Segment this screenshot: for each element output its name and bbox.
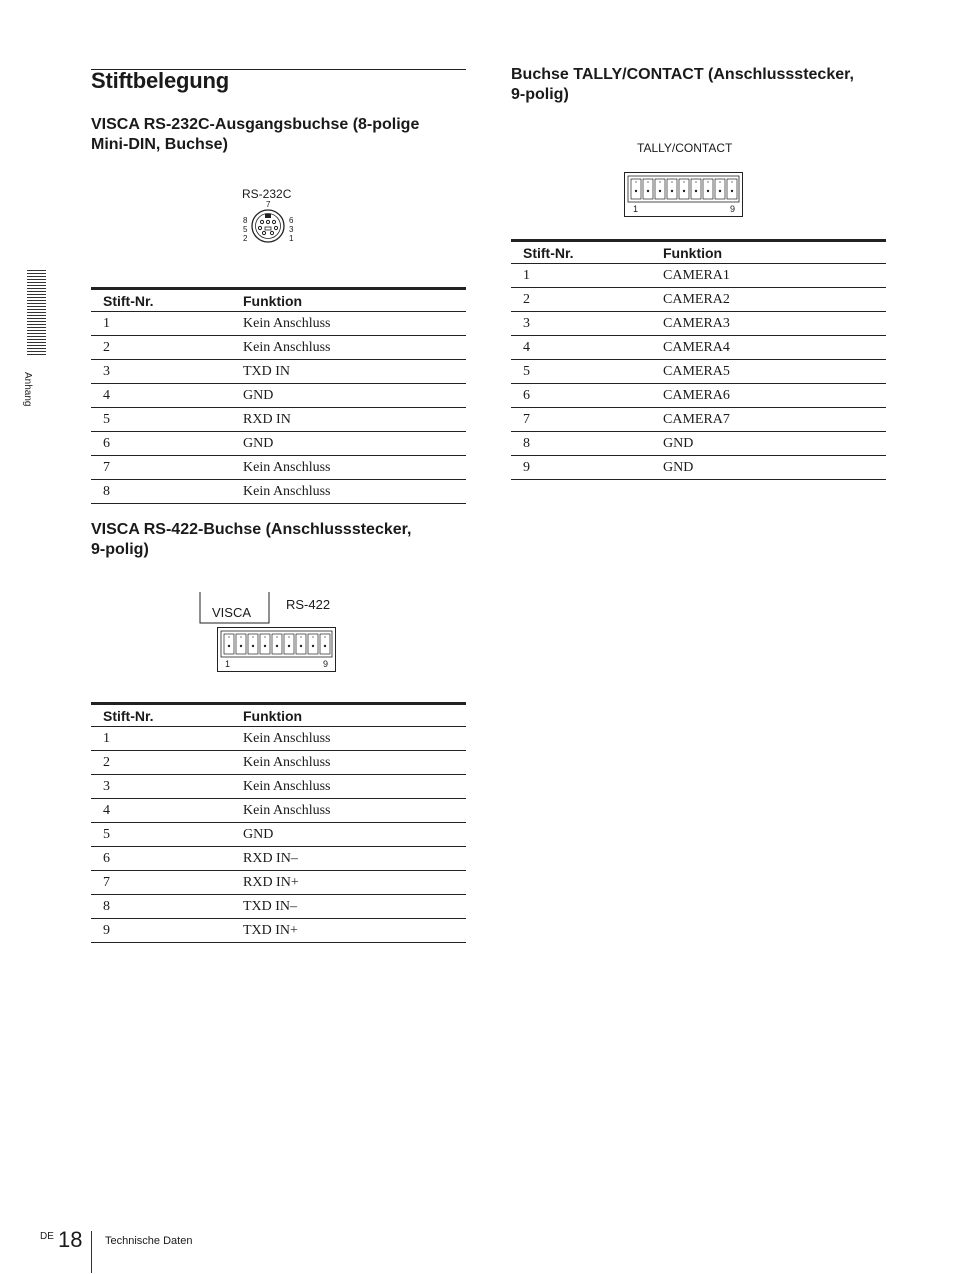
table-row: 1 Kein Anschluss: [91, 727, 466, 751]
table-row: 4 GND: [91, 384, 466, 408]
rs232-heading: [91, 115, 471, 155]
footer-page-number: 18: [58, 1227, 83, 1252]
table-row: 4 CAMERA4: [511, 336, 886, 360]
col-header-pin: Stift-Nr.: [91, 289, 231, 312]
footer-lang: DE: [40, 1231, 54, 1242]
rs422-pin-first: 1: [225, 659, 231, 669]
table-row: 5 CAMERA5: [511, 360, 886, 384]
table-row: 9 GND: [511, 456, 886, 480]
table-row: 2 Kein Anschluss: [91, 336, 466, 360]
rs422-heading-line2: 9-polig): [91, 541, 149, 558]
terminal-block-connector-icon: [624, 172, 744, 218]
col-header-pin: Stift-Nr.: [511, 241, 651, 264]
table-row: 6 GND: [91, 432, 466, 456]
table-row: 8 Kein Anschluss: [91, 480, 466, 504]
table-row: 9 TXD IN+: [91, 919, 466, 943]
rs422-diagram-label: RS-422: [286, 597, 331, 612]
footer-section: Technische Daten: [105, 1235, 193, 1247]
table-row: 6 RXD IN–: [91, 847, 466, 871]
table-row: 7 Kein Anschluss: [91, 456, 466, 480]
col-header-function: Funktion: [651, 241, 886, 264]
table-row: 3 TXD IN: [91, 360, 466, 384]
table-row: 2 CAMERA2: [511, 288, 886, 312]
visca-box-label: VISCA: [212, 605, 252, 620]
rs422-heading-line1: VISCA RS-422-Buchse (Anschlussstecker,: [91, 521, 412, 538]
tally-pin-last: 9: [730, 204, 736, 214]
footer-divider: [91, 1231, 92, 1273]
tally-pin-table: [511, 239, 886, 480]
rs422-pin-last: 9: [323, 659, 329, 669]
side-tab-marker: [27, 270, 46, 358]
col-header-pin: Stift-Nr.: [91, 704, 231, 727]
rs232-pin-7: 7: [266, 200, 271, 209]
col-header-function: Funktion: [231, 704, 466, 727]
table-row: 3 CAMERA3: [511, 312, 886, 336]
rs232-heading-line2: Mini-DIN, Buchse): [91, 136, 228, 153]
terminal-block-connector-icon: [217, 627, 337, 673]
tally-heading-line1: Buchse TALLY/CONTACT (Anschlussstecker,: [511, 66, 854, 83]
rs422-pin-table: [91, 702, 466, 943]
rs232-pin-labels-left: 8 5 2: [243, 216, 248, 243]
rs232-diagram-label: RS-232C: [242, 187, 292, 201]
table-row: 6 CAMERA6: [511, 384, 886, 408]
tally-heading-line2: 9-polig): [511, 86, 569, 103]
table-row: 3 Kein Anschluss: [91, 775, 466, 799]
table-row: 7 CAMERA7: [511, 408, 886, 432]
table-row: 5 RXD IN: [91, 408, 466, 432]
rs232-pin-table: [91, 287, 466, 504]
page-title: Stiftbelegung: [91, 68, 229, 93]
tally-diagram-label: TALLY/CONTACT: [637, 141, 733, 155]
rs422-heading: [91, 520, 471, 560]
rs232-heading-line1: VISCA RS-232C-Ausgangsbuchse (8-polige: [91, 116, 420, 133]
table-row: 1 CAMERA1: [511, 264, 886, 288]
table-row: 7 RXD IN+: [91, 871, 466, 895]
table-row: 8 GND: [511, 432, 886, 456]
table-row: 4 Kein Anschluss: [91, 799, 466, 823]
side-label: Anhang: [22, 372, 33, 407]
table-row: 2 Kein Anschluss: [91, 751, 466, 775]
tally-heading: [511, 65, 911, 105]
col-header-function: Funktion: [231, 289, 466, 312]
tally-pin-first: 1: [633, 204, 639, 214]
table-row: 8 TXD IN–: [91, 895, 466, 919]
table-row: 1 Kein Anschluss: [91, 312, 466, 336]
rs232-pin-labels-right: 6 3 1: [289, 216, 294, 243]
table-row: 5 GND: [91, 823, 466, 847]
